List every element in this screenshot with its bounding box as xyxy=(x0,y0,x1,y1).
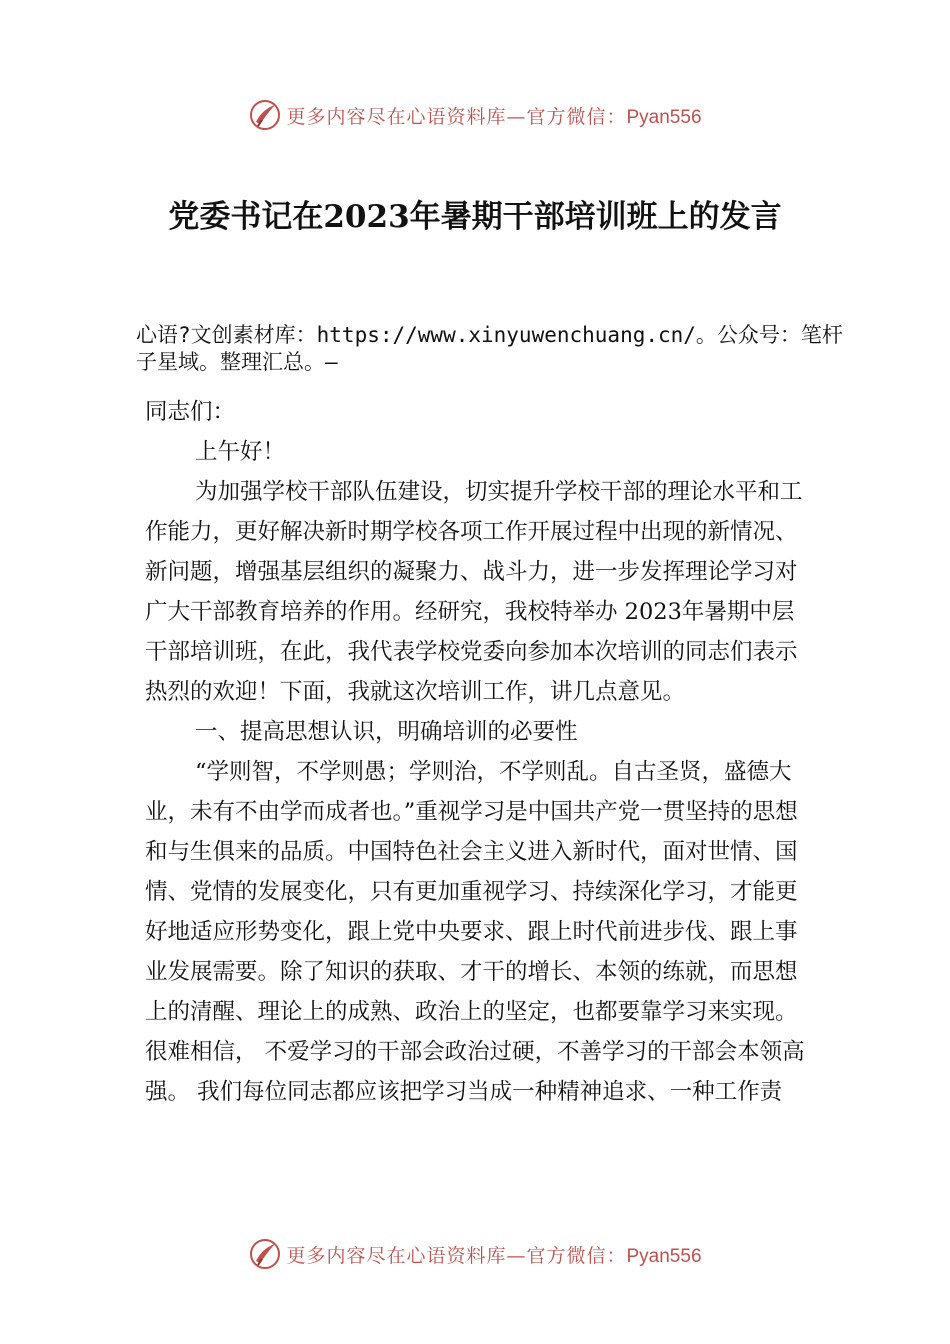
header-banner xyxy=(0,95,950,135)
paragraph: “学则智，不学则愚；学则治，不学则乱。自古圣贤，盛德大业，未有不由学而成者也。”重视学习是中国共产党一贯坚持的思想和与生俱来的品质。中国特色社会主义进入新时代，面对世情、国情、党情的发展变化，只有更加重视学习、持续深化学习，才能更好地适应形势变化，跟上党中央要求、跟上时代前进步伐、跟上事业发展需要。除了知识的获取、才干的增长、本领的练就，而思想上的清醒、理论上的成熟、政治上的坚定，也都要靠学习来实现。很难相信， 不爱学习的干部会政治过硬，不善学习的干部会本领高强。 我们每位同志都应该把学习当成一种精神追求、一种工作责 xyxy=(145,759,805,1105)
banner-text: 更多内容尽在心语资料库—官方微信：Pyan556 xyxy=(286,105,702,128)
paragraph: 上午好！ xyxy=(195,439,286,465)
footer-banner xyxy=(0,1234,950,1274)
salutation: 同志们： xyxy=(145,399,236,425)
quill-seal-icon xyxy=(248,1237,282,1271)
source-line: 心语?文创素材库：https://www.xinyuwenchuang.cn/。公众号：笔杆子星域。整理汇总。— xyxy=(136,323,843,374)
section-heading: 一、提高思想认识，明确培训的必要性 xyxy=(195,719,578,745)
quill-seal-icon xyxy=(248,98,282,132)
document-title: 党委书记在2023年暑期干部培训班上的发言 xyxy=(168,199,782,235)
paragraph: 为加强学校干部队伍建设，切实提升学校干部的理论水平和工作能力，更好解决新时期学校各项工作开展过程中出现的新情况、新问题，增强基层组织的凝聚力、战斗力，进一步发挥理论学习对广大干部教育培养的作用。经研究，我校特举办 2023年暑期中层干部培训班，在此，我代表学校党委向参加本次培训的同志们表示热烈的欢迎！下面，我就这次培训工作，讲几点意见。 xyxy=(145,479,803,705)
banner-text: 更多内容尽在心语资料库—官方微信：Pyan556 xyxy=(286,1244,702,1267)
document-body xyxy=(145,392,815,1112)
